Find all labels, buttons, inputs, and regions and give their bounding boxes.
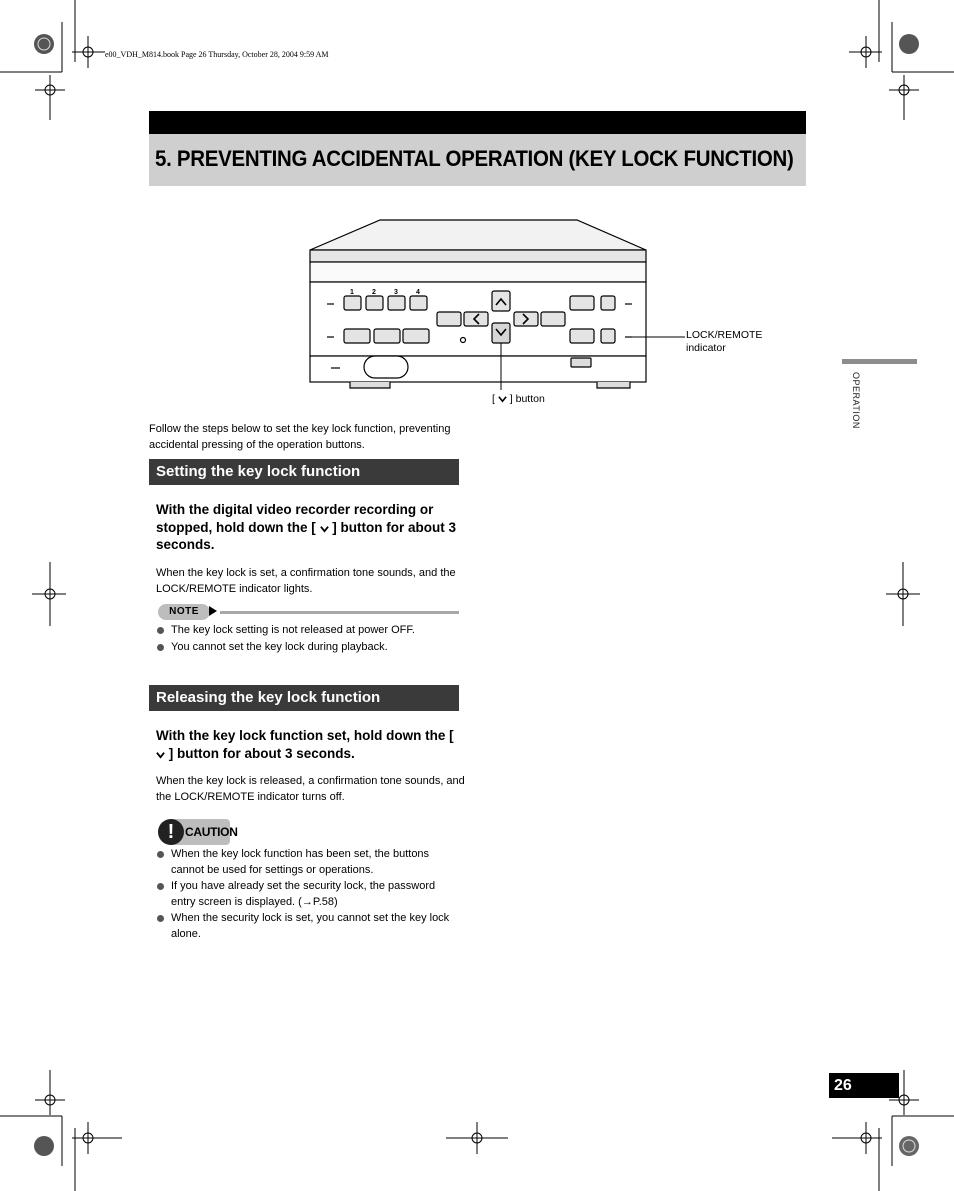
- callout-bracket-open: [: [492, 393, 495, 405]
- note-list: [156, 623, 461, 656]
- list-item: You cannot set the key lock during playback.: [156, 640, 461, 656]
- title-top-bar: [149, 111, 806, 134]
- step-text-part: With the key lock function set, hold down the [: [156, 728, 454, 743]
- lock-remote-callout-line1: LOCK/REMOTE: [686, 329, 763, 341]
- page-title: 5. PREVENTING ACCIDENTAL OPERATION (KEY LOCK FUNCTION): [155, 146, 794, 171]
- down-button-callout: [492, 393, 545, 406]
- setting-result-text: When the key lock is set, a confirmation tone sounds, and the LOCK/REMOTE indicator lights.: [156, 567, 456, 595]
- note-arrow-icon: [209, 606, 217, 616]
- list-item: The key lock setting is not released at power OFF.: [156, 623, 461, 639]
- page-number: 26: [829, 1073, 899, 1098]
- step-instruction-setting: [156, 501, 466, 554]
- step-text-part: ] button for about 3 seconds.: [168, 745, 355, 761]
- lock-remote-callout: [686, 329, 762, 355]
- note-divider: [220, 611, 459, 614]
- chevron-down-icon: [156, 750, 165, 759]
- list-item: If you have already set the security lock, the password entry screen is displayed. (→P.58): [156, 879, 461, 910]
- exclamation-icon: !: [158, 819, 184, 845]
- caution-list: [156, 847, 461, 943]
- channel-label: 3: [394, 289, 398, 296]
- callout-button-text: ] button: [509, 393, 545, 405]
- chevron-down-icon: [498, 394, 507, 403]
- step-instruction-releasing: [156, 727, 466, 762]
- section-heading-releasing: Releasing the key lock function: [149, 685, 459, 711]
- step-text-part: ] button for about 3 seconds.: [156, 519, 456, 552]
- list-item: When the key lock function has been set, the buttons cannot be used for settings or operations.: [156, 847, 461, 878]
- step-text-part: With the digital video recorder recording or stopped, hold down the [: [156, 502, 434, 535]
- channel-label: 4: [416, 289, 420, 296]
- channel-label: 1: [350, 289, 354, 296]
- file-header-line: e00_VDH_M814.book Page 26 Thursday, October 28, 2004 9:59 AM: [105, 50, 329, 59]
- list-item: When the security lock is set, you cannot set the key lock alone.: [156, 911, 461, 942]
- device-front-panel-illustration: [300, 210, 780, 410]
- caution-label: CAUTION: [185, 825, 238, 839]
- side-tab-bar: [842, 359, 917, 364]
- channel-label: 2: [372, 289, 376, 296]
- caution-badge: [158, 819, 238, 845]
- lock-remote-callout-line2: indicator: [686, 342, 726, 354]
- note-badge: NOTE: [158, 604, 210, 620]
- releasing-result-text: When the key lock is released, a confirmation tone sounds, and the LOCK/REMOTE indicator turns off.: [156, 775, 465, 803]
- chevron-down-icon: [320, 524, 329, 533]
- side-tab-label: OPERATION: [851, 372, 861, 429]
- section-heading-setting: Setting the key lock function: [149, 459, 459, 485]
- title-band: [149, 134, 806, 186]
- intro-paragraph: Follow the steps below to set the key lock function, preventing accidental pressing of the operation buttons.: [149, 423, 451, 451]
